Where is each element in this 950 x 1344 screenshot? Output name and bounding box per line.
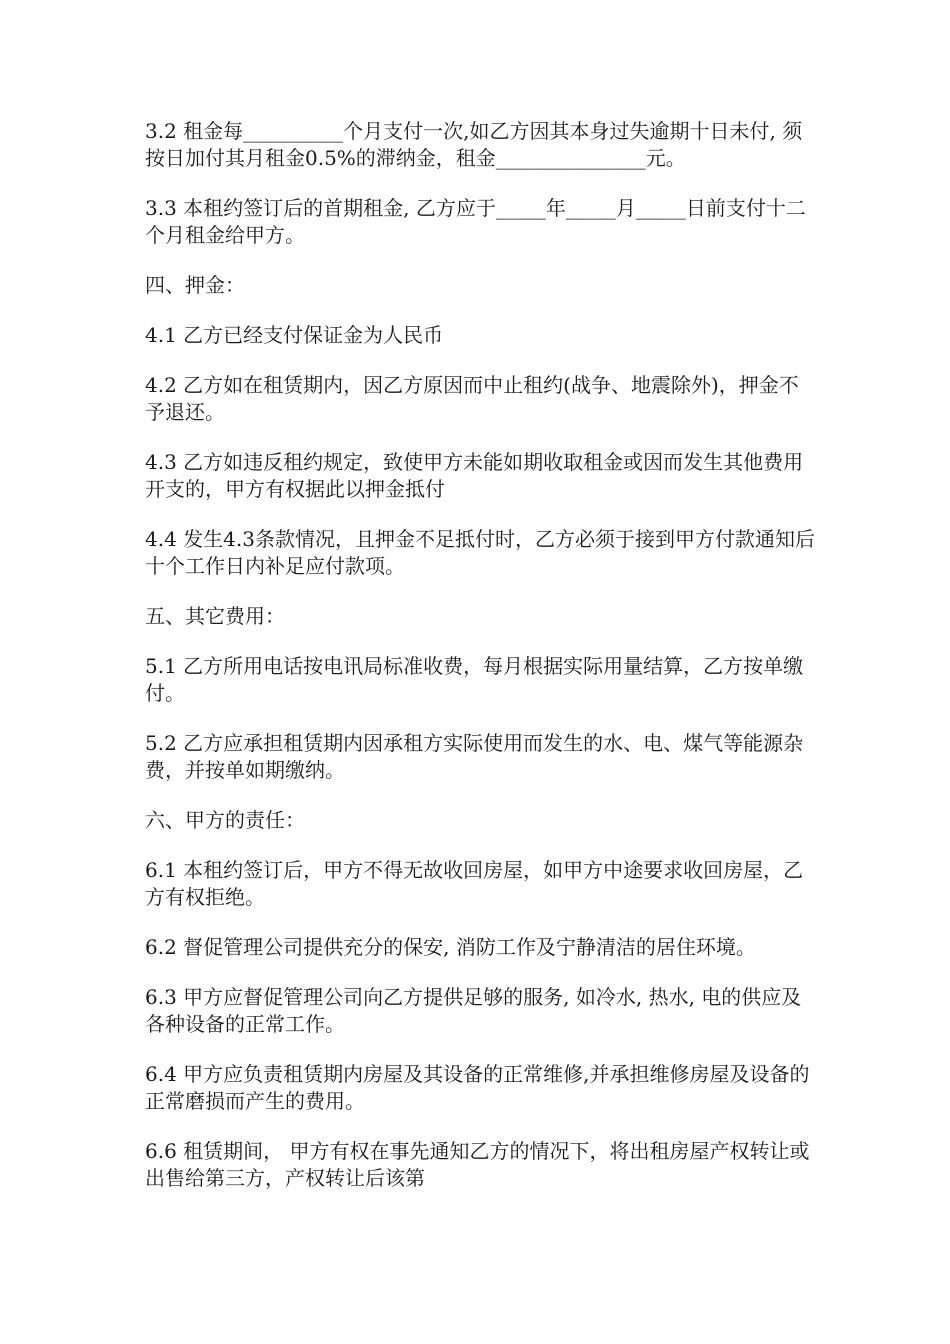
document-body <box>145 118 815 1215</box>
clause-5-2: 5.2 乙方应承担租赁期内因承租方实际使用而发生的水、电、煤气等能源杂费，并按单如期缴纳。 <box>145 731 804 782</box>
clause-4-3: 4.3 乙方如违反租约规定，致使甲方未能如期收取租金或因而发生其他费用开支的，甲方有权据此以押金抵付 <box>145 450 804 501</box>
clause-6-3: 6.3 甲方应督促管理公司向乙方提供足够的服务, 如冷水, 热水, 电的供应及各种设备的正常工作。 <box>145 985 802 1036</box>
section-heading-deposit: 四、押金： <box>145 273 245 297</box>
clause-6-6: 6.6 租赁期间， 甲方有权在事先通知乙方的情况下，将出租房屋产权转让或出售给第三方，产权转让后该第 <box>145 1139 810 1190</box>
section-heading-other-fees: 五、其它费用： <box>145 604 285 628</box>
clause-6-2: 6.2 督促管理公司提供充分的保安, 消防工作及宁静清洁的居住环境。 <box>145 935 756 959</box>
clause-3-2: 3.2 租金每__________个月支付一次,如乙方因其本身过失逾期十日未付, 须按日加付其月租金0.5%的滞纳金，租金_______________元。 <box>145 119 803 170</box>
clause-3-3: 3.3 本租约签订后的首期租金, 乙方应于_____年_____月_____日前支付十二个月租金给甲方。 <box>145 196 806 247</box>
clause-5-1: 5.1 乙方所用电话按电讯局标准收费，每月根据实际用量结算，乙方按单缴付。 <box>145 654 804 705</box>
clause-4-4: 4.4 发生4.3条款情况，且押金不足抵付时，乙方必须于接到甲方付款通知后十个工作日内补足应付款项。 <box>145 527 815 578</box>
clause-4-2: 4.2 乙方如在租赁期内，因乙方原因而中止租约(战争、地震除外)，押金不予退还。 <box>145 373 799 424</box>
clause-6-1: 6.1 本租约签订后，甲方不得无故收回房屋，如甲方中途要求收回房屋，乙方有权拒绝。 <box>145 858 804 909</box>
clause-4-1: 4.1 乙方已经支付保证金为人民币 <box>145 323 444 347</box>
clause-6-4: 6.4 甲方应负责租赁期内房屋及其设备的正常维修,并承担维修房屋及设备的正常磨损而产生的费用。 <box>145 1062 810 1113</box>
section-heading-party-a-duties: 六、甲方的责任： <box>145 808 305 832</box>
